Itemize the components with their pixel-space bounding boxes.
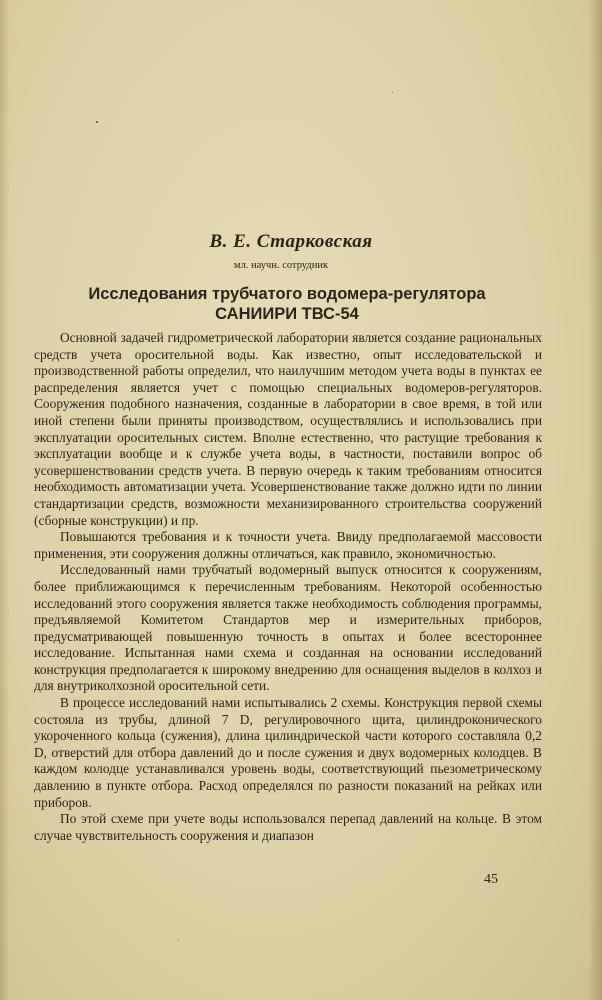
page-edge-shadow-right <box>588 0 602 1000</box>
page-number: 45 <box>484 872 498 887</box>
author-name: В. Е. Старковская <box>209 231 373 252</box>
paper-speck <box>392 92 393 93</box>
article-body <box>34 330 542 844</box>
author-position: мл. научн. сотрудник <box>233 260 329 271</box>
paragraph-4: В процессе исследований нами испытывались 2 схемы. Конструкция первой схемы состояла из трубы, длиной 7 D, регулировочного щита, цилиндроконического укороченного кольца (сужения), длина цилиндрической части которого составляла 0,2 D, отверстий для отбора давлений до и после сужения и двух водомерных колодцев. В каждом колодце устанавливался уровень воды, соответствующий пьезометрическому давлению в пункте отбора. Расход определялся по разности показаний на рейках или приборов. <box>34 695 542 810</box>
article-title <box>40 284 534 324</box>
article-title-line-2: САНИИРИ ТВС-54 <box>215 305 359 323</box>
paragraph-1: Основной задачей гидрометрической лаборатории является создание рациональных средств учета оросительной воды. Как известно, опыт исследовательской и производственной работы определил, что наилучшим методом учета воды в пунктах ее распределения является учет с помощью специальных водомеров-регуляторов. Сооружения подобного назначения, созданные в лаборатории в свое время, в той или иной степени были приняты производством, осуществлялись и использовались при эксплуатации оросительных систем. Вполне естественно, что растущие требования к эксплуатации вообще и к службе учета воды, в частности, поставили вопрос об усовершенствовании средств учета. В первую очередь к таким требованиям относится необходимость автоматизации учета. Усовершенствование также должно идти по линии стандартизации средств, возможности механизированного строительства сооружений (сборные конструкции) и пр. <box>34 330 542 528</box>
paragraph-5: По этой схеме при учете воды использовался перепад давлений на кольце. В этом случае чувствительность сооружения и диапазон <box>34 811 542 843</box>
paper-speck <box>96 121 98 123</box>
article-title-line-1: Исследования трубчатого водомера-регулятора <box>88 285 486 303</box>
page-edge-shadow-left <box>0 0 10 1000</box>
paragraph-3: Исследованный нами трубчатый водомерный выпуск относится к сооружениям, более приближающимся к перечисленным требованиям. Некоторой особенностью исследований этого сооружения является также необходимость соблюдения программы, предъявляемой Комитетом Стандартов мер и измерительных приборов, предусматривающей повышенную точность в опытах и более всестороннее исследование. Испытанная нами схема и созданная на основании исследований конструкция предполагается к широкому внедрению для оснащения выделов в колхоз и для внутриколхозной оросительной сети. <box>34 562 542 694</box>
paper-speck <box>178 940 179 941</box>
paragraph-2: Повышаются требования и к точности учета. Ввиду предполагаемой массовости применения, эти сооружения должны отличаться, как правило, экономичностью. <box>34 529 542 561</box>
